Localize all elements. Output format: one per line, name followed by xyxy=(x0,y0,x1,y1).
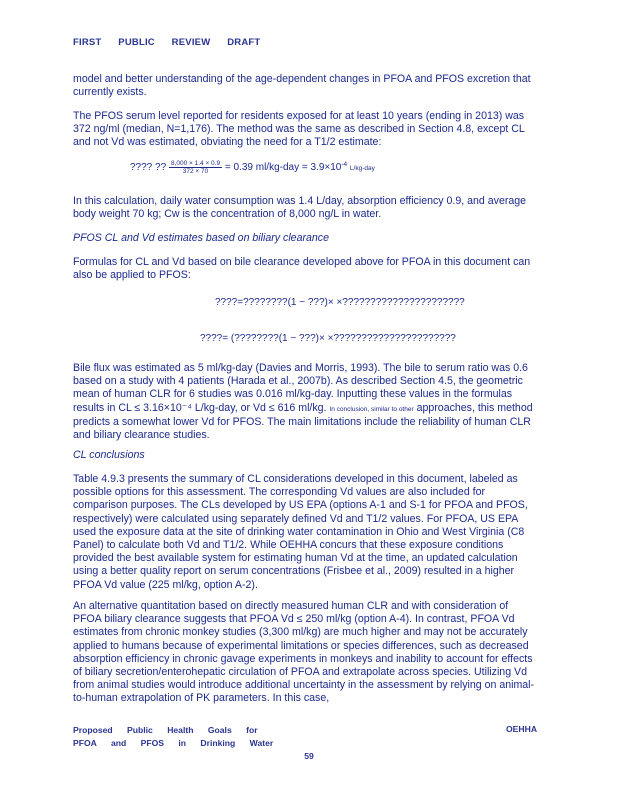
bile-flux-result: ⁻⁴ L/kg-day, or Vd ≤ 616 ml/kg. xyxy=(181,401,327,414)
formula-vd-bile xyxy=(200,333,456,344)
paragraph-calculation-notes: In this calculation, daily water consumption was 1.4 L/day, absorption efficiency 0.9, and average body weight 70 kg; Cw is the concentration of 8,000 ng/L in water. xyxy=(73,195,527,221)
formula-vd-tail: ×?????????????????????? xyxy=(327,333,456,344)
formula-vd-lhs: ????= xyxy=(200,333,229,344)
paragraph-intro: model and better understanding of the age-dependent changes in PFOA and PFOS excretion that currently exists. xyxy=(73,73,531,99)
formula-fraction xyxy=(169,160,222,175)
paragraph-table-summary: Table 4.9.3 presents the summary of CL considerations developed in this document, labeled as possible options for this assessment. The corresponding Vd values are also included for comparison purposes. The CLs developed by US EPA (options A-1 and S-1 for PFOA and PFOS, respectively) were calculated using separately defined Vd and T1/2 values. For PFOA, US EPA used the exposure data at the site of drinking water contamination in Ohio and West Virginia (C8 Panel) to calculate both Vd and T1/2. While OEHHA concurs that these exposure conditions provided the best available system for estimating human Vd at the time, an updated calculation using a better quality report on serum concentrations (Frisbee et al., 2009) resulted in a higher PFOA Vd value (225 ml/kg, option A-2). xyxy=(73,473,528,591)
formula-cl-tail: ×?????????????????????? xyxy=(336,297,465,308)
formula-clearance xyxy=(130,160,375,175)
footer-line-2: PFOA and PFOS in Drinking Water xyxy=(73,738,274,748)
document-header: FIRST PUBLIC REVIEW DRAFT xyxy=(73,37,261,48)
formula-unit: L/kg-day xyxy=(349,165,375,173)
bile-flux-conclusion: In conclusion, similar to other xyxy=(329,405,414,413)
section-heading-biliary: PFOS CL and Vd estimates based on biliary clearance xyxy=(73,232,329,244)
page-number: 59 xyxy=(304,751,314,761)
bile-flux-text: Bile flux was estimated as 5 ml/kg-day (Davies and Morris, 1993). The bile to serum ratio was 0.6 based on a study with 4 patients (Harada et al., 2007b). As described Section 4.5, the geometric mean of human CLR for 6 studies was 0.016 ml/kg-day. Inputting these values in the formulas results in CL ≤ 3.16×10 xyxy=(73,362,528,414)
formula-denominator: 372 × 70 xyxy=(182,168,209,175)
section-heading-cl-conclusions: CL conclusions xyxy=(73,449,145,461)
footer-title xyxy=(73,724,273,750)
formula-numerator: 8,000 × 1.4 × 0.9 xyxy=(170,160,221,167)
footer-line-1: Proposed Public Health Goals for xyxy=(73,725,258,735)
formula-vd-mid: (????????(1 − ???)× xyxy=(230,333,325,344)
formula-exponent: -4 xyxy=(341,160,348,168)
paragraph-serum-level: The PFOS serum level reported for residents exposed for at least 10 years (ending in 2013) was 372 ng/ml (median, N=1,176). The method was the same as described in Section 4.8, except CL and not Vd was estimated, obviating the need for a T1/2 estimate: xyxy=(73,110,525,149)
paragraph-alternative-quantitation: An alternative quantitation based on directly measured human CLR and with consideration of PFOA biliary clearance suggests that PFOA Vd ≤ 250 ml/kg (option A-4). In contrast, PFOA Vd estimates from chronic monkey studies (3,300 ml/kg) are much higher and may not be accurately applied to humans because of experimental limitations or species differences, such as decreased absorption efficiency in chronic gavage experiments in monkeys and inability to account for effects of biliary secretion/enterohepatic circulation of PFOA and extrapolate across species. Utilizing Vd from animal studies would introduce additional uncertainty in the assessment by relying on animal-to-human extrapolation of PK parameters. In this case, xyxy=(73,600,535,705)
bile-flux-limitations: approaches, this method predicts a somewhat lower Vd for PFOS. The main limitations include the reliability of human CLR and biliary clearance studies. xyxy=(73,401,533,442)
paragraph-formulas-intro: Formulas for CL and Vd based on bile clearance developed above for PFOA in this document can also be applied to PFOS: xyxy=(73,256,531,282)
footer-agency: OEHHA xyxy=(506,724,538,734)
formula-cl-expression: ????=????????(1 − ???)× xyxy=(215,297,334,308)
paragraph-bile-flux xyxy=(73,362,535,442)
formula-cl-bile xyxy=(215,297,465,308)
formula-lhs: ???? ?? xyxy=(130,162,167,174)
formula-result: = 0.39 ml/kg-day = 3.9×10 xyxy=(224,162,342,174)
